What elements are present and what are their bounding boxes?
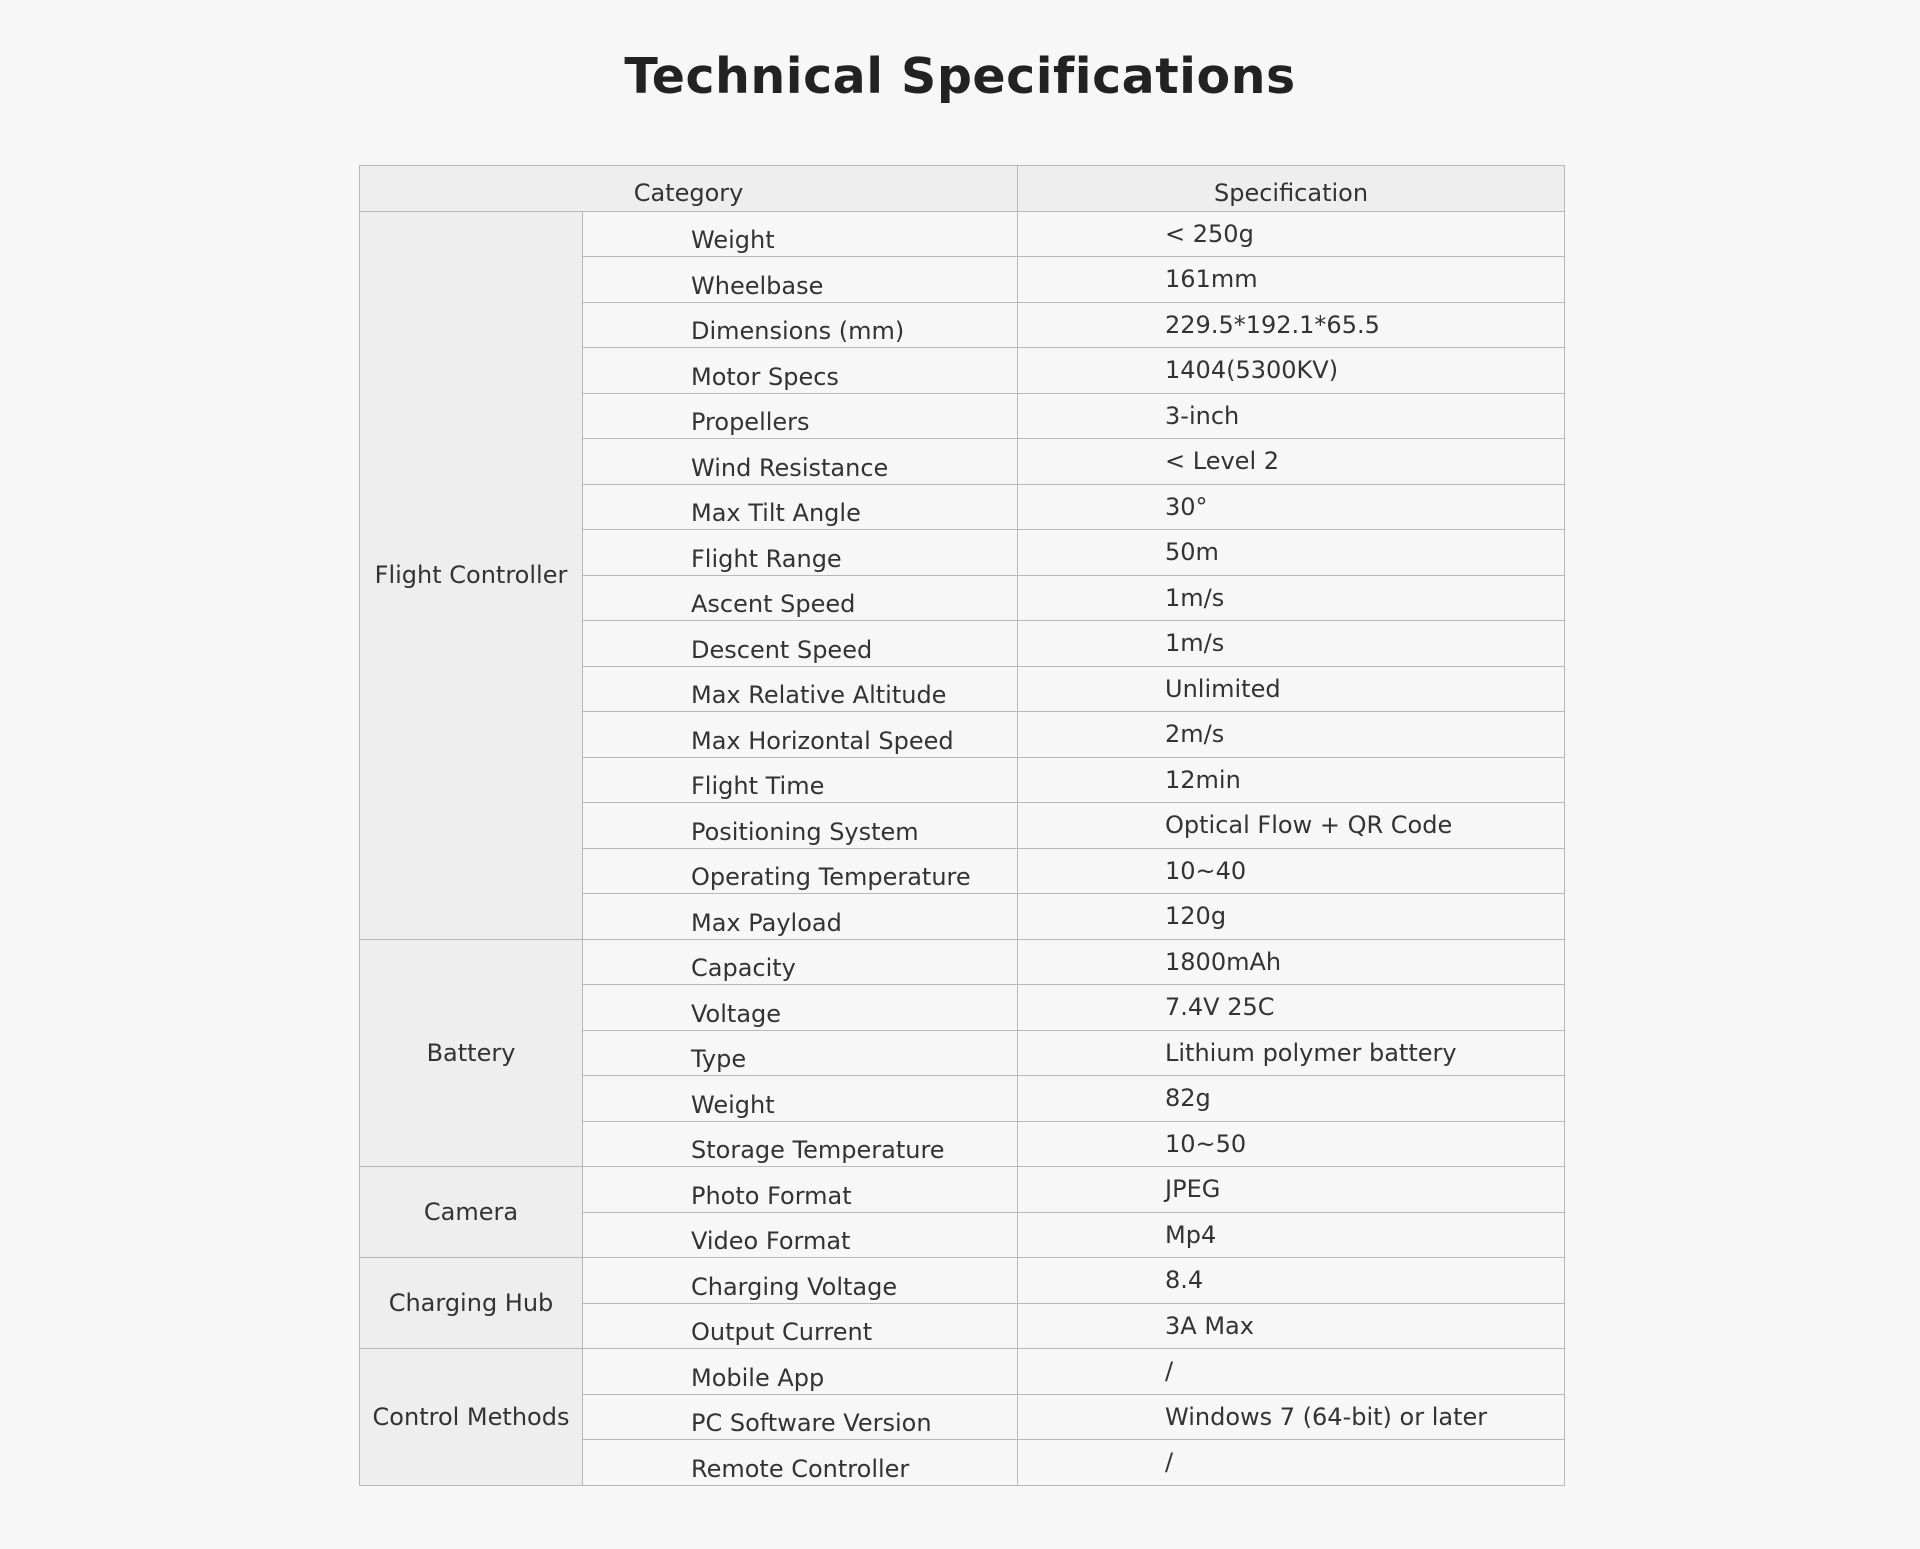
spec-value-cell: 3-inch [1018, 393, 1565, 439]
spec-value-cell: Unlimited [1018, 666, 1565, 712]
spec-name-cell: Max Tilt Angle [583, 484, 1018, 530]
table-row [360, 939, 1565, 985]
spec-name-cell: Remote Controller [583, 1440, 1018, 1486]
category-header: Category [360, 166, 1018, 212]
spec-name-cell: Flight Range [583, 530, 1018, 576]
spec-name-cell: Wheelbase [583, 257, 1018, 303]
spec-value-cell: 7.4V 25C [1018, 985, 1565, 1031]
spec-value-cell: 3A Max [1018, 1303, 1565, 1349]
spec-name-cell: Video Format [583, 1212, 1018, 1258]
spec-value-cell: 30° [1018, 484, 1565, 530]
table-row [360, 211, 1565, 257]
spec-name-cell: Voltage [583, 985, 1018, 1031]
spec-value-cell: JPEG [1018, 1167, 1565, 1213]
spec-name-cell: Ascent Speed [583, 575, 1018, 621]
spec-value-cell: 82g [1018, 1076, 1565, 1122]
category-cell: Battery [360, 939, 583, 1167]
spec-name-cell: Storage Temperature [583, 1121, 1018, 1167]
spec-value-cell: 1404(5300KV) [1018, 348, 1565, 394]
table-row [360, 1258, 1565, 1304]
spec-name-cell: Max Horizontal Speed [583, 712, 1018, 758]
spec-name-cell: Descent Speed [583, 621, 1018, 667]
spec-name-cell: Wind Resistance [583, 439, 1018, 485]
spec-value-cell: 50m [1018, 530, 1565, 576]
spec-value-cell: 1800mAh [1018, 939, 1565, 985]
spec-name-cell: PC Software Version [583, 1394, 1018, 1440]
category-cell: Camera [360, 1167, 583, 1258]
spec-name-cell: Positioning System [583, 803, 1018, 849]
spec-value-cell: 8.4 [1018, 1258, 1565, 1304]
spec-name-cell: Photo Format [583, 1167, 1018, 1213]
spec-name-cell: Motor Specs [583, 348, 1018, 394]
spec-name-cell: Propellers [583, 393, 1018, 439]
spec-value-cell: 10~40 [1018, 848, 1565, 894]
spec-name-cell: Weight [583, 211, 1018, 257]
spec-value-cell: / [1018, 1349, 1565, 1395]
table-row [360, 1349, 1565, 1395]
spec-value-cell: 10~50 [1018, 1121, 1565, 1167]
spec-value-cell: 161mm [1018, 257, 1565, 303]
spec-name-cell: Charging Voltage [583, 1258, 1018, 1304]
spec-name-cell: Output Current [583, 1303, 1018, 1349]
spec-value-cell: Optical Flow + QR Code [1018, 803, 1565, 849]
category-cell: Flight Controller [360, 211, 583, 939]
spec-value-cell: < Level 2 [1018, 439, 1565, 485]
spec-value-cell: Windows 7 (64-bit) or later [1018, 1394, 1565, 1440]
table-row [360, 1167, 1565, 1213]
spec-name-cell: Capacity [583, 939, 1018, 985]
spec-name-cell: Max Payload [583, 894, 1018, 940]
header-row [360, 166, 1565, 212]
spec-value-cell: 2m/s [1018, 712, 1565, 758]
spec-name-cell: Max Relative Altitude [583, 666, 1018, 712]
spec-value-cell: < 250g [1018, 211, 1565, 257]
spec-value-cell: 1m/s [1018, 621, 1565, 667]
spec-value-cell: 12min [1018, 757, 1565, 803]
spec-name-cell: Weight [583, 1076, 1018, 1122]
category-cell: Charging Hub [360, 1258, 583, 1349]
spec-name-cell: Mobile App [583, 1349, 1018, 1395]
page-title: Technical Specifications [624, 48, 1296, 105]
spec-value-cell: Mp4 [1018, 1212, 1565, 1258]
spec-value-cell: / [1018, 1440, 1565, 1486]
specification-header: Specification [1018, 166, 1565, 212]
spec-name-cell: Dimensions (mm) [583, 302, 1018, 348]
spec-value-cell: Lithium polymer battery [1018, 1030, 1565, 1076]
spec-value-cell: 1m/s [1018, 575, 1565, 621]
spec-body [360, 211, 1565, 1485]
spec-name-cell: Flight Time [583, 757, 1018, 803]
spec-table [359, 165, 1565, 1486]
spec-value-cell: 120g [1018, 894, 1565, 940]
category-cell: Control Methods [360, 1349, 583, 1486]
spec-value-cell: 229.5*192.1*65.5 [1018, 302, 1565, 348]
spec-name-cell: Operating Temperature [583, 848, 1018, 894]
spec-name-cell: Type [583, 1030, 1018, 1076]
